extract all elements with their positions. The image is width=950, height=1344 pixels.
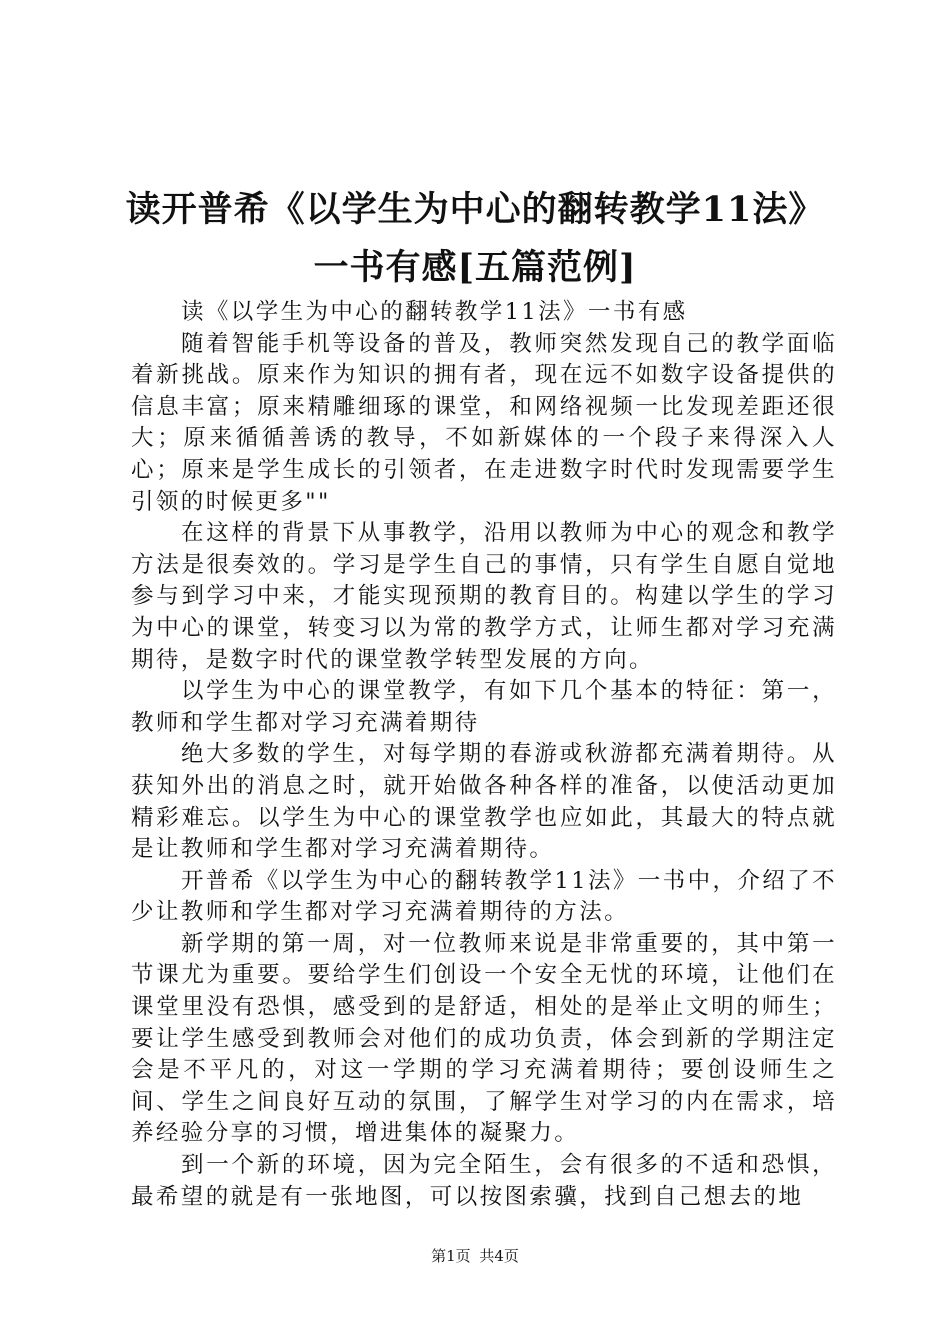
- paragraph: 读《以学生为中心的翻转教学11法》一书有感: [181, 299, 688, 325]
- paragraph: 以学生为中心的课堂教学，有如下几个基本的特征：第一，教师和学生都对学习充满着期待: [131, 678, 837, 736]
- paragraph: 绝大多数的学生，对每学期的春游或秋游都充满着期待。从获知外出的消息之时，就开始做各种各样的准备，以使活动更加精彩难忘。以学生为中心的课堂教学也应如此，其最大的特点就是让教师和学生都对学习充满着期待。: [131, 741, 837, 863]
- page-total: 共4页: [479, 1247, 519, 1265]
- document-title-line-1: 读开普希《以学生为中心的翻转教学11法》: [125, 189, 825, 230]
- paragraph: 新学期的第一周，对一位教师来说是非常重要的，其中第一节课尤为重要。要给学生们创设一个安全无忧的环境，让他们在课堂里没有恐惧，感受到的是舒适，相处的是举止文明的师生；要让学生感受到教师会对他们的成功负责，体会到新的学期注定会是不平凡的，对这一学期的学习充满着期待；要创设师生之间、学生之间良好互动的氛围，了解学生对学习的内在需求，培养经验分享的习惯，增进集体的凝聚力。: [131, 930, 837, 1147]
- page-footer: [0, 1246, 950, 1266]
- paragraph: 到一个新的环境，因为完全陌生，会有很多的不适和恐惧，最希望的就是有一张地图，可以按图索骥，找到自己想去的地: [131, 1152, 837, 1210]
- paragraph: 开普希《以学生为中心的翻转教学11法》一书中，介绍了不少让教师和学生都对学习充满着期待的方法。: [131, 867, 837, 926]
- paragraph: 随着智能手机等设备的普及，教师突然发现自己的教学面临着新挑战。原来作为知识的拥有者，现在远不如数字设备提供的信息丰富；原来精雕细琢的课堂，和网络视频一比发现差距还很大；原来循循善诱的教导，不如新媒体的一个段子来得深入人心；原来是学生成长的引领者，在走进数字时代时发现需要学生引领的时候更多"": [131, 330, 837, 515]
- page-number: 第1页: [431, 1247, 471, 1265]
- document-body: [131, 297, 837, 1213]
- paragraph: 在这样的背景下从事教学，沿用以教师为中心的观念和教学方法是很奏效的。学习是学生自己的事情，只有学生自愿自觉地参与到学习中来，才能实现预期的教育目的。构建以学生的学习为中心的课堂，转变习以为常的教学方式，让师生都对学习充满期待，是数字时代的课堂教学转型发展的方向。: [131, 520, 837, 673]
- document-title-line-2: 一书有感[五篇范例]: [313, 247, 637, 288]
